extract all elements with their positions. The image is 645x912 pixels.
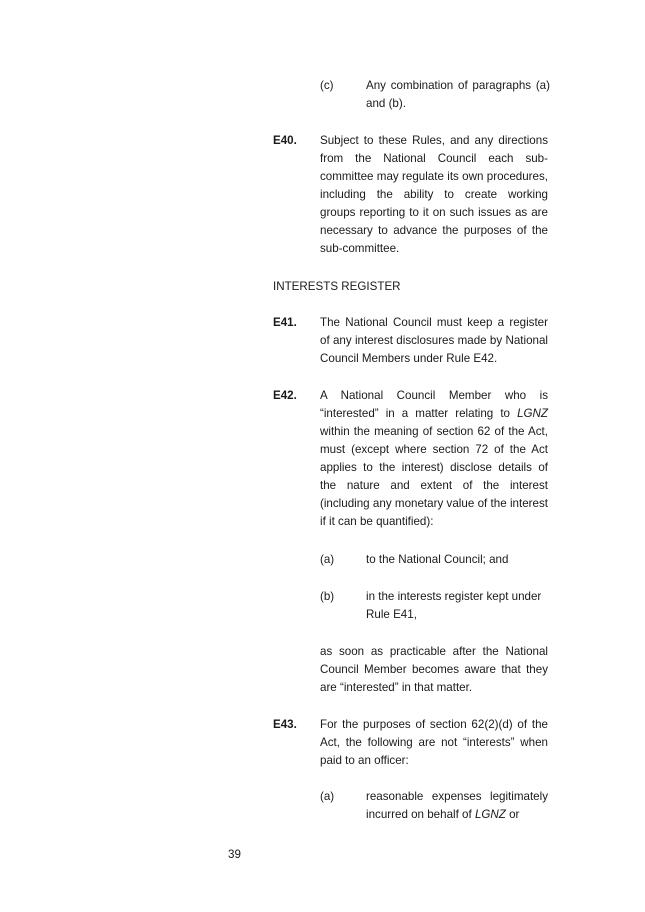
sub-item-label: (a): [320, 553, 335, 566]
rule-text: For the purposes of section 62(2)(d) of the Act, the following are not “interests” when paid to an officer:: [320, 718, 548, 767]
rule-text: The National Council must keep a register of any interest disclosures made by National Council Members under Rule E42.: [320, 316, 548, 365]
sub-item-text: in the interests register kept under Rule E41,: [366, 590, 542, 621]
rule-text: Subject to these Rules, and any directions from the National Council each sub-committee may regulate its own procedures, including the ability to create working groups reporting to it on such issues as are necessary to advance the purposes of the sub-committee.: [320, 134, 548, 255]
section-heading: INTERESTS REGISTER: [273, 280, 401, 293]
sub-item-label: (c): [320, 79, 334, 92]
rule-closing-text: as soon as practicable after the National Council Member becomes aware that they are “interested” in that matter.: [320, 645, 548, 694]
rule-number: E41.: [273, 316, 297, 329]
sub-item-label: (a): [320, 790, 335, 803]
sub-item-text: to the National Council; and: [366, 553, 509, 566]
page-number: 39: [228, 848, 241, 861]
sub-item-text: reasonable expenses legitimately incurred on behalf of LGNZ or: [366, 790, 548, 821]
rule-number: E40.: [273, 134, 297, 147]
sub-item-label: (b): [320, 590, 335, 603]
rule-text: A National Council Member who is “interested” in a matter relating to LGNZ within the meaning of section 62 of the Act, must (except where section 72 of the Act applies to the interest) disclose details of the nature and extent of the interest (including any monetary value of the interest if it can be quantified):: [320, 389, 548, 528]
rule-number: E42.: [273, 389, 297, 402]
rule-number: E43.: [273, 718, 297, 731]
sub-item-text: Any combination of paragraphs (a) and (b).: [366, 79, 550, 110]
